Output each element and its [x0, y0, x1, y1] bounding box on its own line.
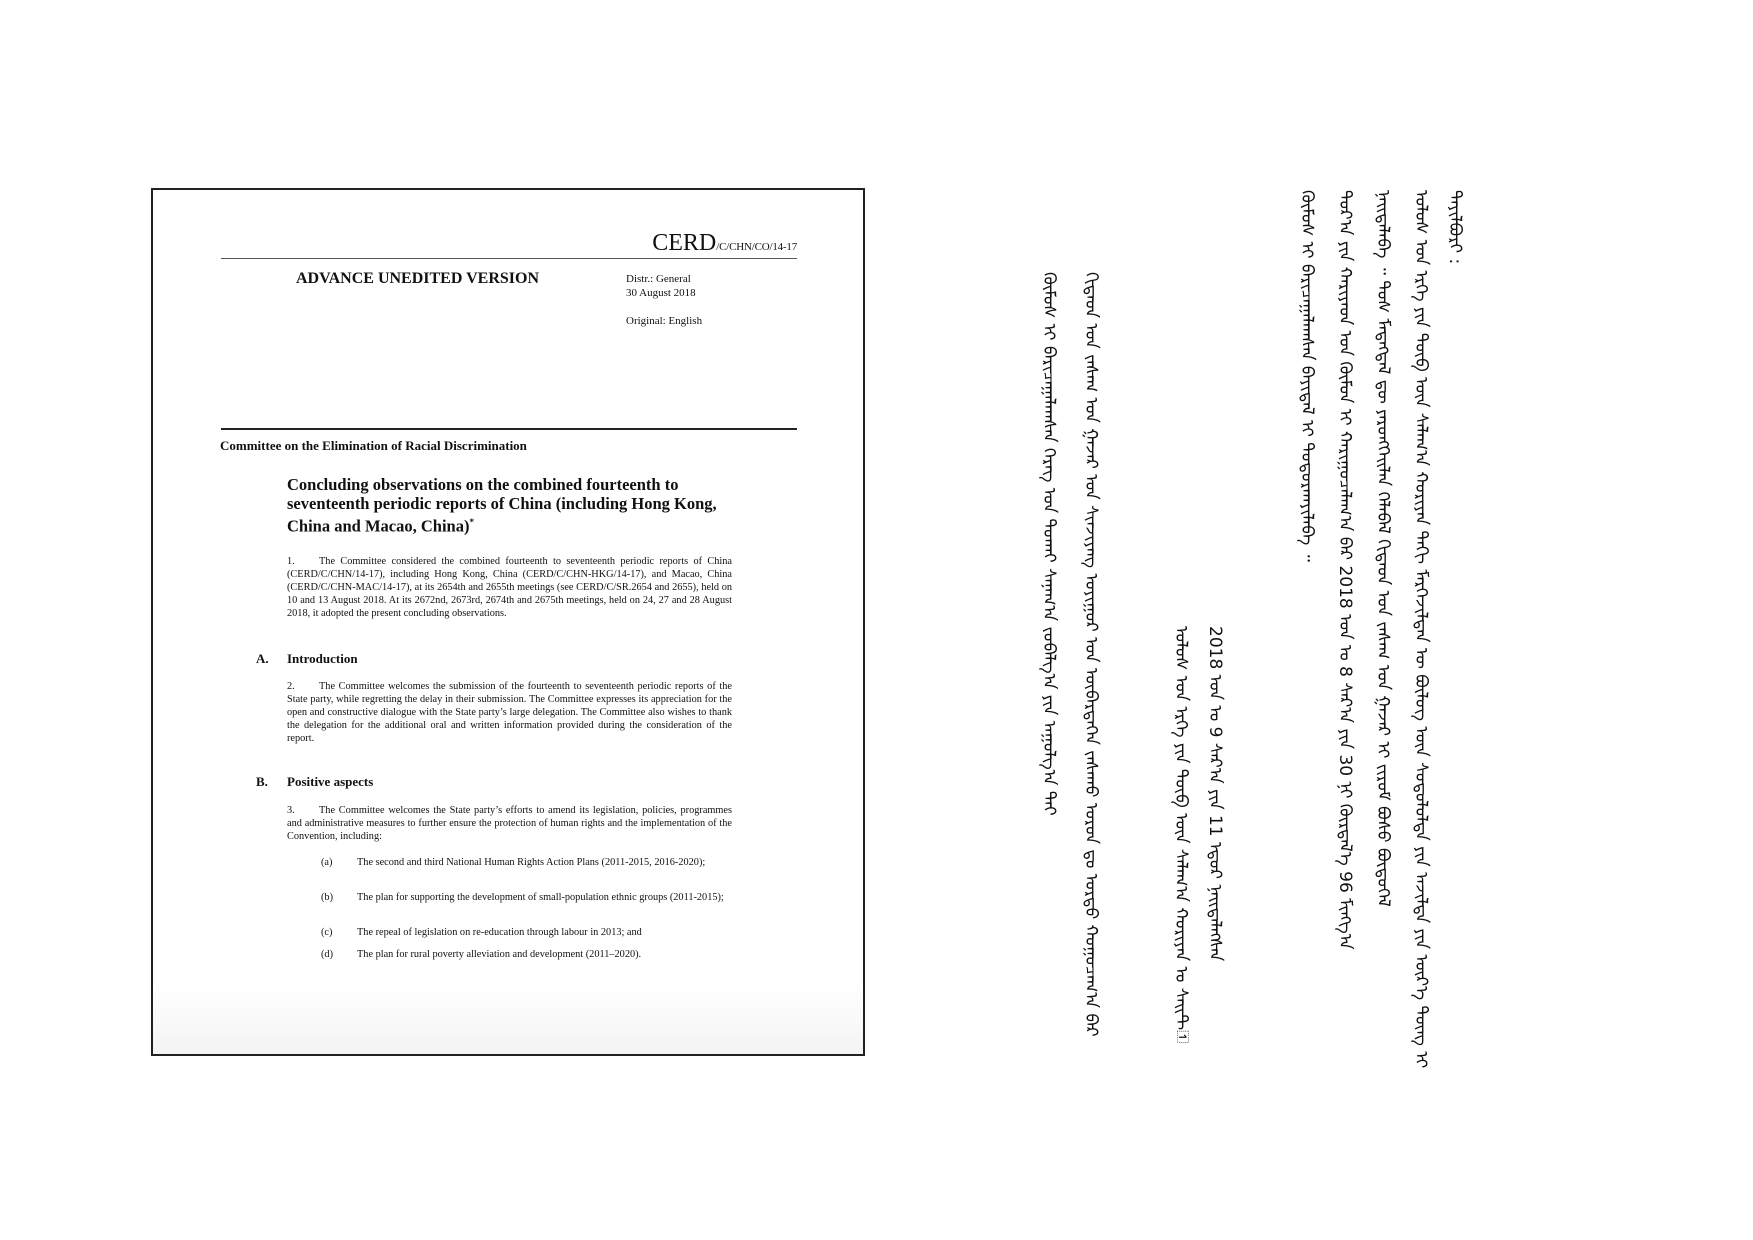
list-item-text: The plan for rural poverty alleviation and development (2011–2020). [357, 949, 642, 960]
symbol-main: CERD [652, 230, 717, 256]
section-a-heading [256, 651, 358, 667]
list-item-label: (a) [321, 857, 333, 868]
document-symbol [652, 230, 797, 257]
paragraph-3 [287, 804, 732, 843]
paragraph-text: The Committee considered the combined fourteenth to seventeenth periodic reports of China (CERD/C/CHN/14-17), including Hong Kong, China (CERD/C/CHN-HKG/14-17), and Macao, China (CERD/C/CHN-MAC/14-17), at its 2654th and 2655th meetings (see CERD/C/SR.2654 and 2655), held on 10 and 13 August 2018. At its 2672nd, 2673rd, 2674th and 2675th meetings, held on 24, 27 and 28 August 2018, it adopted the present concluding observations. [287, 556, 732, 619]
mongolian-body-line-3: ᠳᠤᠷ᠎ᠠ ᠶᠢᠨ ᠬᠠᠷᠢᠶᠠᠳ ᠤᠨ ᠬᠦᠮᠦᠨ ᠢ ᠬᠠᠷᠢᠭᠤᠴᠠᠯᠠᠭ᠎ᠠ ᠪᠠᠷ 2018 ᠣᠨ ᠤ 8 ᠰᠠᠷ᠎ᠠ ᠶᠢᠨ 30 ᠨᠢ ᠬᠦᠷᠲᠡᠯ᠎ᠡ 96 ᠮᠢᠩᠭ᠎ᠠ [1335, 190, 1355, 950]
list-item-label: (b) [321, 892, 334, 903]
mongolian-caption-line-1: ᠬᠢᠲᠠᠳ ᠤᠨ ᠵᠠᠰᠠᠭ ᠤᠨ ᠭᠠᠵᠠᠷ ᠤᠨ ᠰᠢᠨᠵᠢᠶᠠᠩ ᠤᠶᠢᠭᠤᠷ ᠤᠨ ᠥᠪᠡᠷᠲᠡᠭᠡᠨ ᠵᠠᠰᠠᠬᠤ ᠣᠷᠤᠨ ᠳᠤ ᠤᠷᠲᠤ ᠬᠤᠭᠤᠴᠠᠭ᠎ᠠ ᠪᠠᠷ [1081, 272, 1101, 1037]
paragraph-number: 1. [287, 556, 295, 567]
mongolian-date-line: 2018 ᠣᠨ ᠤ 9 ᠰᠠᠷ᠎ᠠ ᠶᠢᠨ 11 ᠡᠳᠦᠷ ᠨᠡᠢᠲᠡᠯᠡᠭᠰᠡᠨ [1205, 626, 1225, 962]
section-letter: B. [256, 774, 268, 789]
list-item [287, 856, 732, 869]
list-item-text: The second and third National Human Rights Action Plans (2011-2015, 2016-2020); [357, 857, 706, 868]
heading-text: Concluding observations on the combined fourteenth to seventeenth periodic reports of China (including Hong Kong, China and Macao, China) [287, 475, 717, 536]
section-letter: A. [256, 651, 269, 666]
original-language: Original: English [626, 315, 703, 327]
list-item-label: (d) [321, 949, 334, 960]
paragraph-2 [287, 680, 732, 745]
paragraph-number: 3. [287, 805, 295, 816]
mongolian-source-line: ᠤᠯᠤᠰ ᠤᠨ ᠡᠷᠬᠡ ᠶᠢᠨ ᠲᠥᠪ ᠦᠨ ᠰᠠᠯᠠᠭ᠎ᠠ ᠬᠣᠷᠢᠶᠠᠨ ᠤ ᠰᠠᠢᠲ᠋ [1171, 626, 1191, 1044]
symbol-sub: /C/CHN/CO/14-17 [716, 241, 797, 253]
section-b-heading [256, 774, 373, 790]
list-item [287, 891, 732, 904]
section-title: Positive aspects [287, 774, 374, 789]
heading-footnote-mark: * [469, 517, 474, 527]
distribution: Distr.: General [626, 273, 691, 285]
committee-name: Committee on the Elimination of Racial Discrimination [220, 438, 527, 453]
mongolian-body-line-1: ᠤᠯᠤᠰ ᠤᠨ ᠡᠷᠬᠡ ᠶᠢᠨ ᠲᠥᠪ ᠦᠨ ᠰᠠᠯᠠᠭ᠎ᠠ ᠬᠣᠷᠢᠶᠠᠨ ᠳᠠᠬᠢ ᠮᠡᠷᠭᠡᠵᠢᠯᠲᠡᠨ ᠦ ᠪᠦᠯᠦᠭ ᠦᠨ ᠰᠤᠳᠤᠯᠤᠯᠲᠠ ᠶᠢᠨ ᠠᠵᠢᠯᠳᠠ ᠶᠢᠨ ᠦᠷ᠎ᠡ ᠳᠦᠩ ᠢ [1411, 190, 1431, 1069]
paragraph-number: 2. [287, 681, 295, 692]
mongolian-caption-line-2: ᠬᠦᠮᠦᠰ ᠢ ᠪᠠᠷᠢᠴᠠᠭᠠᠯᠠᠭᠰᠠᠨ ᠬᠡᠷᠡᠭ ᠤᠨ ᠲᠤᠬᠠᠢ ᠰᠠᠨᠠᠭ᠎ᠠ ᠵᠣᠪᠠᠯᠭ᠎ᠠ ᠶᠢᠨ ᠠᠭᠤᠯᠭ᠎ᠠ ᠲᠠᠢ [1039, 272, 1059, 816]
mongolian-body-line-2: ᠨᠡᠢᠲᠡᠯᠡᠪᠡ ᠃ ᠲᠤᠰ ᠮᠡᠳᠡᠭᠳᠡᠯ ᠳᠦ ᠶᠡᠷᠦᠩᠬᠡᠢᠯᠡᠨ ᠬᠡᠯᠡᠪᠡᠯ ᠬᠢᠲᠠᠳ ᠤᠨ ᠵᠠᠰᠠᠭ ᠤᠨ ᠭᠠᠵᠠᠷ ᠢ ᠵᠢᠷᠤᠮ ᠪᠤᠰᠤ ᠪᠦᠲᠦᠭᠡᠯ [1373, 190, 1393, 907]
advance-version-label: ADVANCE UNEDITED VERSION [296, 270, 540, 287]
paragraph-1 [287, 555, 732, 620]
paragraph-text: The Committee welcomes the State party’s efforts to amend its legislation, policies, programmes and administrative measures to further ensure the protection of human rights and the implementation of the Convention, including: [287, 805, 732, 842]
mongolian-body-line-4: ᠬᠦᠮᠦᠰ ᠢ ᠪᠠᠷᠢᠴᠠᠭᠠᠯᠠᠭᠰᠠᠨ ᠪᠠᠶᠢᠳᠠᠯ ᠢ ᠲᠣᠳᠣᠷᠬᠠᠶᠢᠯᠠᠪᠠ ᠃ [1297, 190, 1317, 562]
list-item [287, 948, 732, 961]
document-page [151, 188, 865, 1056]
top-rule [221, 258, 797, 259]
page-fade [153, 984, 863, 1054]
list-item-text: The repeal of legislation on re-education through labour in 2013; and [357, 927, 642, 938]
list-item-label: (c) [321, 927, 333, 938]
section-title: Introduction [287, 651, 358, 666]
document-heading [287, 475, 717, 536]
list-item [287, 926, 732, 939]
document-date: 30 August 2018 [626, 287, 696, 299]
distribution-block [626, 272, 696, 300]
middle-rule [221, 428, 797, 430]
mongolian-body-title: ᠲᠠᠶᠢᠯᠪᠤᠷᠢ : [1445, 190, 1465, 265]
paragraph-text: The Committee welcomes the submission of the fourteenth to seventeenth periodic reports of the State party, while regretting the delay in their submission. The Committee expresses its appreciation for the open and constructive dialogue with the State party’s large delegation. The Committee also wishes to thank the delegation for the additional oral and written information provided during the consideration of the report. [287, 681, 732, 744]
list-item-text: The plan for supporting the development of small-population ethnic groups (2011-2015); [357, 892, 724, 903]
